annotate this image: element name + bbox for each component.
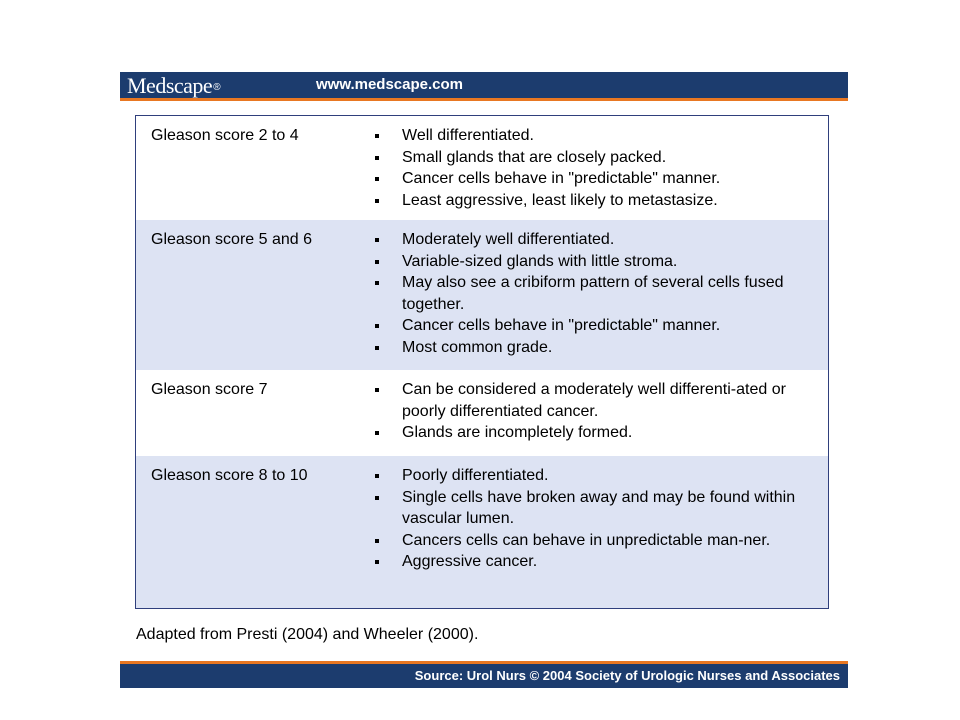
list-item: Cancers cells can behave in unpredictable man-ner. (372, 530, 812, 552)
list-item: Least aggressive, least likely to metastasize. (372, 190, 812, 212)
list-item: Moderately well differentiated. (372, 229, 812, 251)
medscape-header (120, 72, 848, 98)
table-row (136, 116, 828, 220)
list-item: Poorly differentiated. (372, 465, 812, 487)
table-row (136, 370, 828, 456)
source-credit: Source: Urol Nurs © 2004 Society of Urologic Nurses and Associates (414, 668, 840, 683)
gleason-score-label: Gleason score 8 to 10 (151, 467, 308, 484)
list-item: Aggressive cancer. (372, 551, 812, 573)
medscape-logo: Medscape® (127, 73, 221, 98)
list-item: Glands are incompletely formed. (372, 422, 812, 444)
bullet-list (372, 229, 812, 358)
list-item: Cancer cells behave in "predictable" manner. (372, 315, 812, 337)
source-footer (120, 664, 848, 688)
gleason-score-label: Gleason score 7 (151, 381, 268, 398)
list-item: Variable-sized glands with little stroma. (372, 251, 812, 273)
bullet-list (372, 465, 812, 573)
gleason-score-label: Gleason score 5 and 6 (151, 231, 312, 248)
list-item: Cancer cells behave in "predictable" manner. (372, 168, 812, 190)
gleason-score-label: Gleason score 2 to 4 (151, 127, 299, 144)
list-item: Most common grade. (372, 337, 812, 359)
list-item: Can be considered a moderately well differenti-ated or poorly differentiated cancer. (372, 379, 812, 422)
list-item: Well differentiated. (372, 125, 812, 147)
bullet-list (372, 379, 812, 444)
list-item: Small glands that are closely packed. (372, 147, 812, 169)
list-item: Single cells have broken away and may be found within vascular lumen. (372, 487, 812, 530)
citation-note: Adapted from Presti (2004) and Wheeler (2000). (136, 626, 479, 643)
gleason-table (135, 115, 829, 609)
table-row (136, 456, 828, 608)
list-item: May also see a cribiform pattern of several cells fused together. (372, 272, 812, 315)
site-url: www.medscape.com (316, 76, 463, 93)
bullet-list (372, 125, 812, 211)
table-row (136, 220, 828, 370)
header-divider (120, 98, 848, 101)
